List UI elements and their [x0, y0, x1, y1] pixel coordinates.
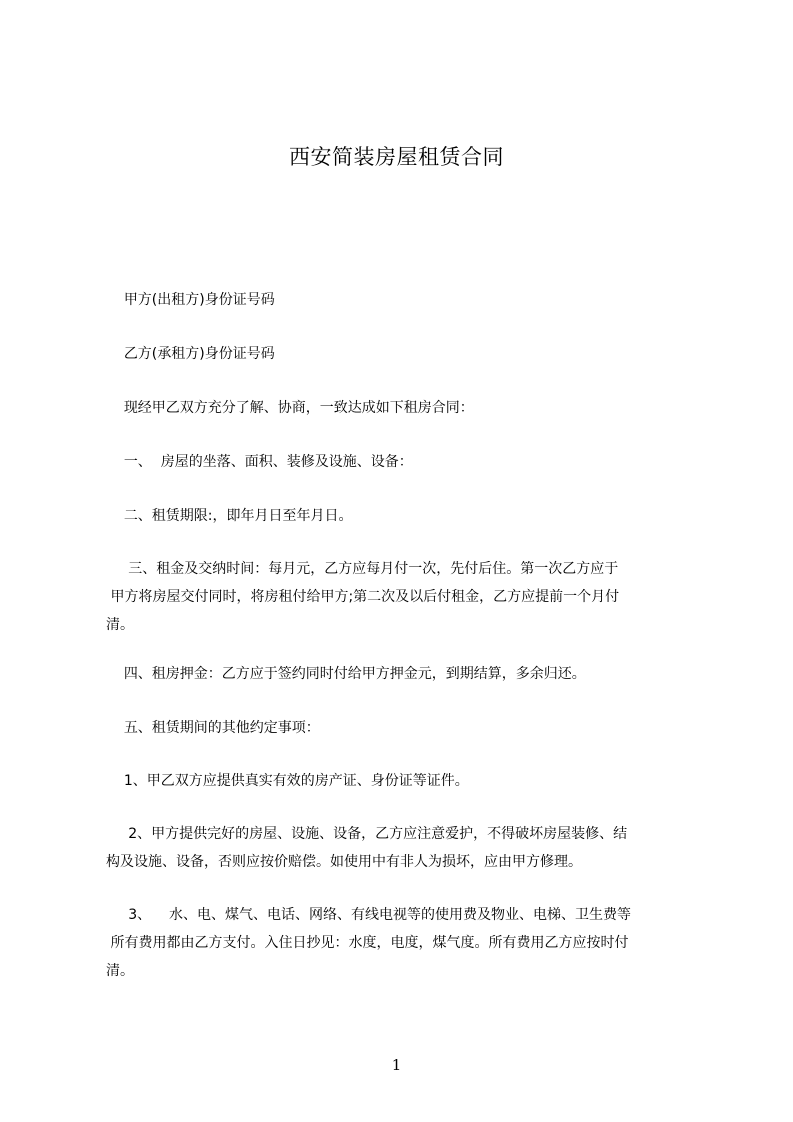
party-b-id-line: 乙方(承租方)身份证号码 [106, 346, 275, 362]
sub-clause-3: 3、 水、电、煤气、电话、网络、有线电视等的使用费及物业、电梯、卫生费等 所有费用都由乙方支付。入住日抄见：水度，电度，煤气度。所有费用乙方应按时付 清。 [106, 907, 631, 979]
party-a-id-line: 甲方(出租方)身份证号码 [106, 292, 275, 308]
clause-2: 二、租赁期限:，即年月日至年月日。 [106, 508, 353, 524]
sub-clause-2: 2、甲方提供完好的房屋、设施、设备，乙方应注意爱护，不得破坏房屋装修、结 构及设施、设备，否则应按价赔偿。如使用中有非人为损坏，应由甲方修理。 [106, 826, 628, 870]
sub-clause-1: 1、甲乙双方应提供真实有效的房产证、身份证等证件。 [106, 773, 469, 789]
clause-5: 五、租赁期间的其他约定事项： [106, 720, 320, 736]
page-title: 西安简装房屋租赁合同 [289, 145, 504, 169]
clause-3: 三、租金及交纳时间：每月元，乙方应每月付一次，先付后住。第一次乙方应于 甲方将房屋交付同时，将房租付给甲方;第二次及以后付租金，乙方应提前一个月付 清。 [106, 561, 620, 633]
clause-4: 四、租房押金：乙方应于签约同时付给甲方押金元，到期结算，多余归还。 [106, 666, 586, 682]
intro-paragraph: 现经甲乙双方充分了解、协商，一致达成如下租房合同： [106, 400, 474, 416]
page-number: 1 [391, 1056, 402, 1074]
clause-1: 一、 房屋的坐落、面积、装修及设施、设备： [106, 454, 413, 470]
